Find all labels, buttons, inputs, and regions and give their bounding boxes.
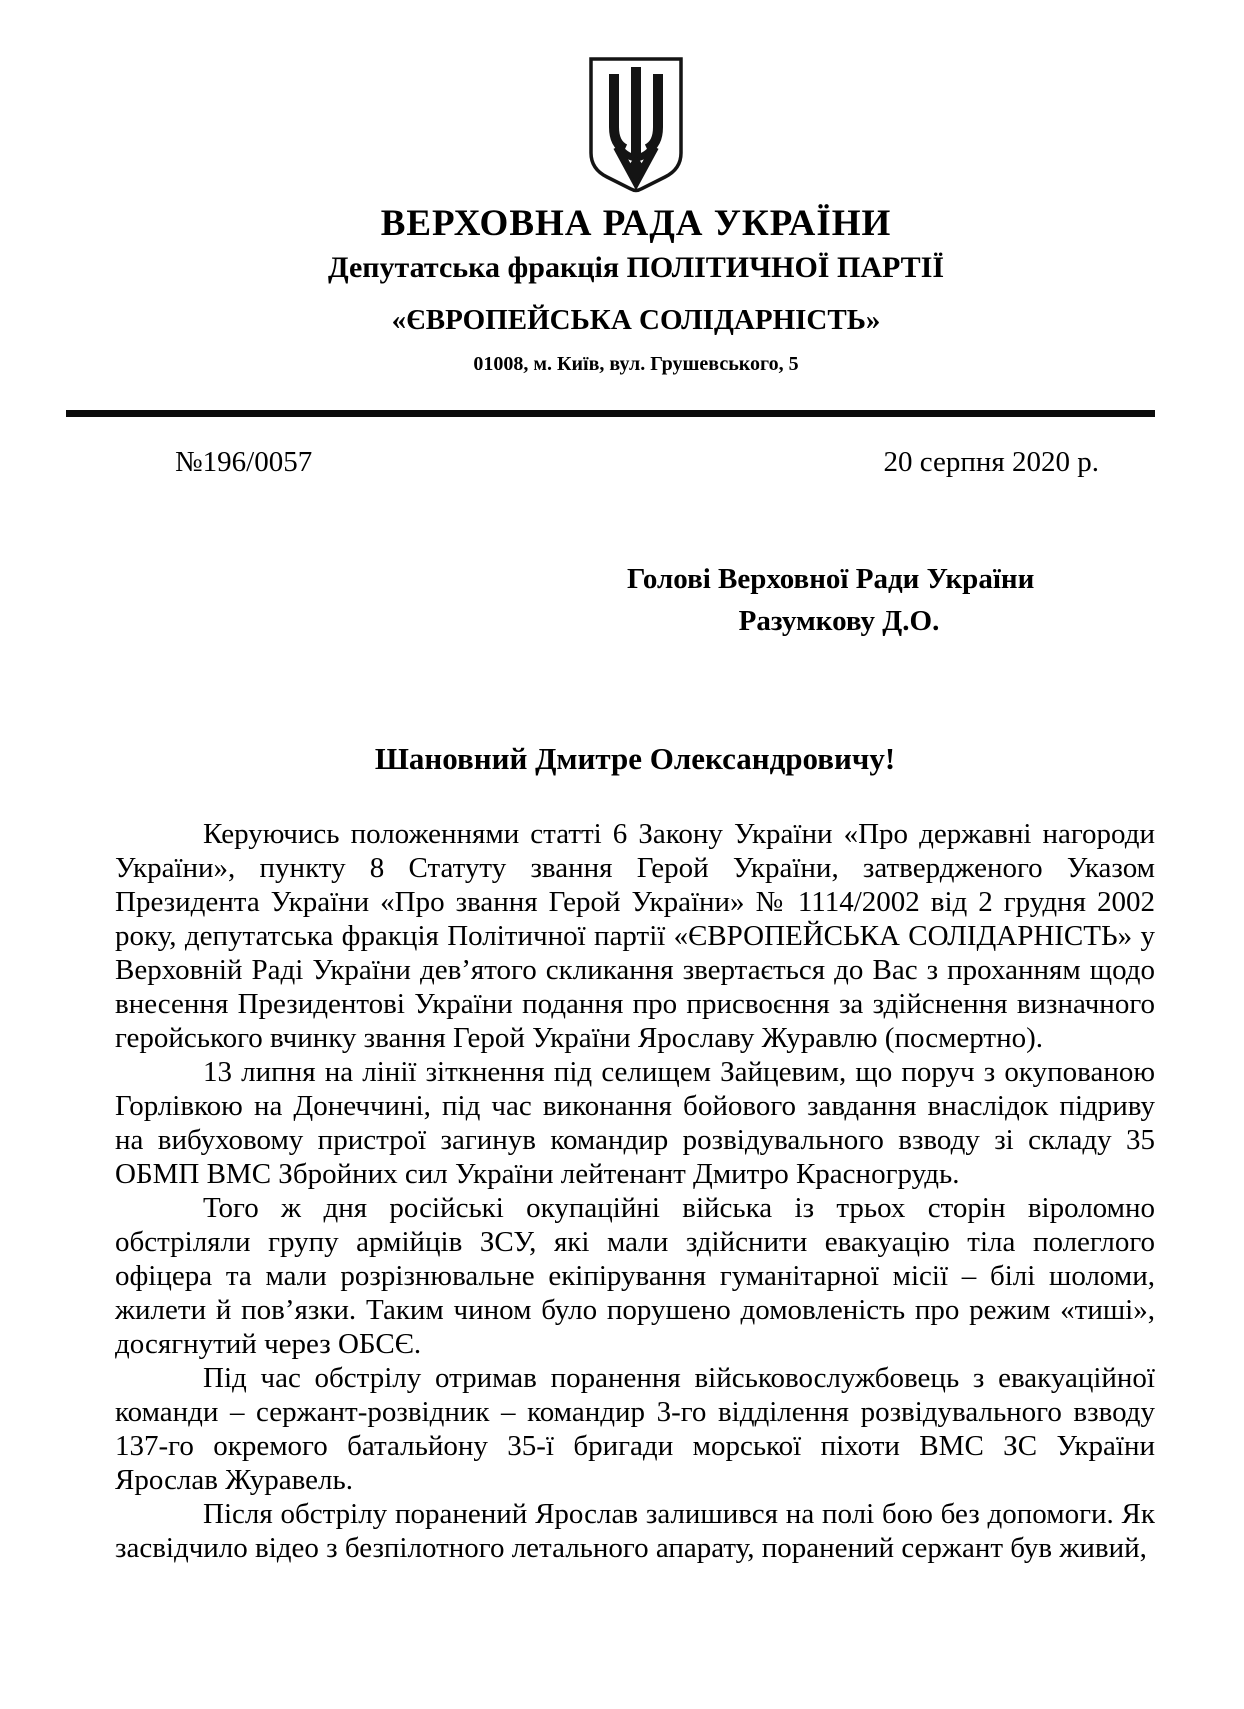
body-paragraph: Того ж дня російські окупаційні війська із трьох сторін віроломно обстріляли групу армійців ЗСУ, які мали здійснити евакуацію тіла полеглого офіцера та мали розрізнювальне екіпірування гуманітарної місії – білі шоломи, жилети й пов’язки. Таким чином було порушено домовленість про режим «тиші», досягнутий через ОБСЄ.	[115, 1192, 1155, 1360]
body-paragraph: Під час обстрілу отримав поранення військовослужбовець з евакуаційної команди – сержант-розвідник – командир 3-го відділення розвідувального взводу 137-го окремого батальйону 35-ї бригади морської піхоти ВМС ЗС України Ярослав Журавель.	[115, 1362, 1155, 1496]
addressee-name: Разумкову Д.О.	[738, 605, 940, 637]
body-paragraph: Керуючись положеннями статті 6 Закону України «Про державні нагороди України», пункту 8 Статуту звання Герой України, затвердженого Указом Президента України «Про звання Герой України» № 1114/2002 від 2 грудня 2002 року, депутатська фракція Політичної партії «ЄВРОПЕЙСЬКА СОЛІДАРНІСТЬ» у Верховній Раді України дев’ятого скликання звертається до Вас з проханням щодо внесення Президентові України подання про присвоєння за здійснення визначного геройського вчинку звання Герой України Ярославу Журавлю (посмертно).	[115, 818, 1155, 1054]
letter-body	[115, 817, 1155, 1565]
faction-line-2: «ЄВРОПЕЙСЬКА СОЛІДАРНІСТЬ»	[391, 304, 881, 336]
body-paragraph: 13 липня на лінії зіткнення під селищем Зайцевим, що поруч з окупованою Горлівкою на Донеччині, під час виконання бойового завдання внаслідок підриву на вибуховому пристрої загинув командир розвідувального взводу зі складу 35 ОБМП ВМС Збройних сил України лейтенант Дмитро Красногрудь.	[115, 1056, 1155, 1190]
header-divider	[66, 410, 1155, 417]
org-address: 01008, м. Київ, вул. Грушевського, 5	[473, 353, 799, 375]
salutation: Шановний Дмитре Олександровичу!	[374, 741, 896, 776]
faction-line-1: Депутатська фракція ПОЛІТИЧНОЇ ПАРТІЇ	[327, 251, 945, 284]
reference-date: 20 серпня 2020 р.	[883, 446, 1099, 478]
org-name: ВЕРХОВНА РАДА УКРАЇНИ	[380, 203, 892, 244]
ukraine-coat-of-arms-icon	[584, 53, 688, 195]
addressee-block	[627, 558, 1051, 642]
addressee-title: Голові Верховної Ради України	[627, 563, 1035, 595]
reference-number: №196/0057	[175, 446, 313, 478]
body-paragraph: Після обстрілу поранений Ярослав залишився на полі бою без допомоги. Як засвідчило відео з безпілотного летального апарату, поранений сержант був живий,	[115, 1498, 1155, 1564]
